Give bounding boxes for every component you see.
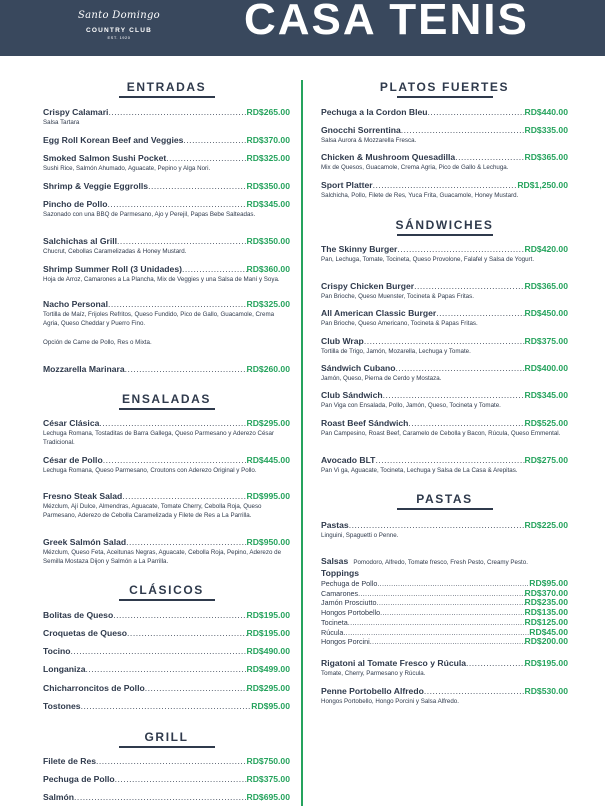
leader-dots <box>348 619 525 628</box>
leader-dots <box>103 455 247 466</box>
item-price: RD$400.00 <box>524 363 568 373</box>
item-price: RD$225.00 <box>524 520 568 530</box>
item-description: Tortilla de Maíz, Frijoles Refritos, Queso Fundido, Pico de Gallo, Guacamole, Crema Agria, Queso Cheddar y Puerro Fino. <box>43 311 275 327</box>
item-description: Pan Viga con Ensalada, Pollo, Jamón, Queso, Tocineta y Tomate. <box>321 402 501 409</box>
menu-item <box>43 491 290 520</box>
column-divider <box>301 80 303 806</box>
item-description: Jamón, Queso, Pierna de Cerdo y Mostaza. <box>321 375 442 382</box>
item-name: Chicken & Mushroom Quesadilla <box>321 152 456 162</box>
section-title-grill <box>43 730 290 748</box>
item-description: Lechuga Romana, Queso Parmesano, Croutons con Aderezo Original y Pollo. <box>43 467 257 474</box>
menu-item <box>321 520 568 541</box>
leader-dots <box>455 152 524 163</box>
item-name: Roast Beef Sándwich <box>321 418 409 428</box>
menu-item <box>43 664 290 675</box>
leader-dots <box>71 646 247 657</box>
menu-item <box>43 683 290 694</box>
club-logo <box>64 10 174 52</box>
logo-script: Santo Domingo <box>78 10 160 21</box>
leader-dots <box>115 774 247 785</box>
leader-dots <box>148 181 246 192</box>
item-description: Mix de Quesos, Guacamole, Crema Agria, Pico de Gallo & Lechuga. <box>321 164 509 171</box>
menu-note <box>43 338 290 348</box>
menu-item <box>43 264 290 285</box>
item-price: RD$350.00 <box>246 236 290 246</box>
item-description: Sazonado con una BBQ de Parmesano, Ajo y Perejil, Papas Bebe Salteadas. <box>43 211 256 218</box>
leader-dots <box>108 107 246 118</box>
menu-item <box>321 125 568 146</box>
leader-dots <box>96 756 247 767</box>
item-name: Pechuga a la Cordon Bleu <box>321 107 428 117</box>
item-price: RD$499.00 <box>246 664 290 674</box>
item-name: Shrimp & Veggie Eggrolls <box>43 181 149 191</box>
topping-price: RD$370.00 <box>524 587 568 598</box>
leader-dots <box>125 364 247 375</box>
leader-dots <box>166 153 246 164</box>
item-price: RD$350.00 <box>246 181 290 191</box>
section-underline <box>119 96 215 98</box>
menu-item <box>321 180 568 201</box>
leader-dots <box>414 281 524 292</box>
topping-price: RD$135.00 <box>524 607 568 618</box>
item-price: RD$445.00 <box>246 455 290 465</box>
item-description: Salsa Aurora & Mozzarella Fresca. <box>321 137 417 144</box>
leader-dots <box>364 336 525 347</box>
leader-dots <box>343 629 529 638</box>
item-description: Salchicha, Pollo, Filete de Res, Yuca Frita, Guacamole, Honey Mustard. <box>321 192 519 199</box>
leader-dots <box>395 363 524 374</box>
item-price: RD$440.00 <box>524 107 568 117</box>
item-price: RD$360.00 <box>246 264 290 274</box>
item-name: Chicharroncitos de Pollo <box>43 683 145 693</box>
leader-dots <box>122 491 246 502</box>
item-description: Lechuga Romana, Tostaditas de Barra Gallega, Queso Parmesano y Aderezo César Tradicional. <box>43 430 275 446</box>
item-price: RD$375.00 <box>246 774 290 784</box>
topping-name: Hongos Porcini <box>321 637 370 647</box>
item-price: RD$265.00 <box>246 107 290 117</box>
item-price: RD$345.00 <box>246 199 290 209</box>
item-name: Mozzarella Marinara <box>43 364 125 374</box>
item-name: Crispy Chicken Burger <box>321 281 415 291</box>
item-price: RD$195.00 <box>246 610 290 620</box>
section-title-text: ENSALADAS <box>121 392 212 406</box>
item-description: Pan Brioche, Queso Americano, Tocineta & Papas Fritas. <box>321 320 478 327</box>
leader-dots <box>145 683 247 694</box>
leader-dots <box>182 264 247 275</box>
item-name: Salmón <box>43 792 75 802</box>
page-title: CASA TENIS <box>244 0 529 44</box>
item-price: RD$260.00 <box>246 364 290 374</box>
topping-name: Pechuga de Pollo <box>321 579 378 588</box>
section-title-pastas <box>321 492 568 510</box>
item-name: Filete de Res <box>43 756 97 766</box>
item-description: Tomate, Cherry, Parmesano y Rúcula. <box>321 670 426 677</box>
item-price: RD$450.00 <box>524 308 568 318</box>
menu-item <box>43 610 290 621</box>
menu-item <box>43 153 290 174</box>
item-name: Sport Platter <box>321 180 373 190</box>
item-name: Tocino <box>43 646 71 656</box>
topping-name: Rúcula <box>321 627 344 637</box>
menu-item <box>43 628 290 639</box>
section-title-entradas <box>43 80 290 98</box>
item-name: Smoked Salmon Sushi Pocket <box>43 153 167 163</box>
item-name: Bolitas de Queso <box>43 610 114 620</box>
item-name: Shrimp Summer Roll (3 Unidades) <box>43 264 182 274</box>
item-price: RD$325.00 <box>246 153 290 163</box>
item-price: RD$950.00 <box>246 537 290 547</box>
topping-name: Camarones <box>321 588 359 598</box>
menu-item <box>43 537 290 566</box>
leader-dots <box>370 638 525 647</box>
leader-dots <box>127 628 246 639</box>
item-description: Pan Vi ga, Aguacate, Tocineta, Lechuga y Salsa de La Casa & Arepitas. <box>321 467 518 474</box>
header-bar <box>0 0 605 56</box>
topping-name: Jamón Prosciutto <box>321 598 377 608</box>
leader-dots <box>377 599 525 608</box>
leader-dots <box>126 537 246 548</box>
leader-dots <box>408 418 524 429</box>
menu-item <box>321 308 568 329</box>
leader-dots <box>74 792 246 803</box>
leader-dots <box>375 455 524 466</box>
menu-item <box>321 658 568 679</box>
menu-item <box>43 236 290 257</box>
item-price: RD$750.00 <box>246 756 290 766</box>
section-title-platos-fuertes <box>321 80 568 98</box>
section-title-clasicos <box>43 583 290 601</box>
menu-item <box>321 281 568 302</box>
leader-dots <box>383 390 525 401</box>
section-underline <box>397 96 493 98</box>
menu-item <box>321 455 568 476</box>
leader-dots <box>397 244 524 255</box>
item-description: Chucrut, Cebollas Caramelizadas & Honey Mustard. <box>43 248 187 255</box>
topping-row <box>321 637 568 647</box>
topping-name: Tocineta <box>321 617 348 627</box>
item-price: RD$375.00 <box>524 336 568 346</box>
item-name: Croquetas de Queso <box>43 628 128 638</box>
item-description: Pan Brioche, Queso Muenster, Tocineta & Papas Fritas. <box>321 293 474 300</box>
section-underline <box>397 234 493 236</box>
item-name: Gnocchi Sorrentina <box>321 125 401 135</box>
item-name: Club Sándwich <box>321 390 383 400</box>
item-name: Longaniza <box>43 664 86 674</box>
menu-item <box>43 107 290 128</box>
leader-dots <box>117 236 246 247</box>
item-price: RD$365.00 <box>524 281 568 291</box>
leader-dots <box>466 658 525 669</box>
toppings-group <box>321 568 568 647</box>
menu-item <box>43 299 290 328</box>
menu-item <box>43 646 290 657</box>
item-name: The Skinny Burger <box>321 244 398 254</box>
menu-item <box>43 199 290 220</box>
item-description: Mézclum, Ají Dulce, Almendras, Aguacate, Tomate Cherry, Cebolla Roja, Queso Parmesano, Aderezo de Cebolla Caramelizada y Filete de Res a La Parrilla. <box>43 503 262 519</box>
item-name: All American Classic Burger <box>321 308 437 318</box>
menu-item <box>321 390 568 411</box>
item-description: Hoja de Arroz, Camarones a La Plancha, Mix de Veggies y una Salsa de Maní y Soya. <box>43 276 280 283</box>
item-name: Salsas <box>321 556 349 566</box>
item-note: Opción de Carne de Pollo, Res o Mixta. <box>43 339 152 346</box>
item-description: Sushi Rice, Salmón Ahumado, Aguacate, Pepino y Alga Nori. <box>43 165 211 172</box>
section-underline <box>397 508 493 510</box>
leader-dots <box>107 199 246 210</box>
item-price: RD$275.00 <box>524 455 568 465</box>
menu-item <box>43 756 290 767</box>
item-price: RD$365.00 <box>524 152 568 162</box>
item-price: RD$295.00 <box>246 683 290 693</box>
item-name: Nacho Personal <box>43 299 108 309</box>
menu-item <box>43 455 290 476</box>
item-price: RD$420.00 <box>524 244 568 254</box>
item-name: César Clásica <box>43 418 100 428</box>
item-name: Penne Portobello Alfredo <box>321 686 424 696</box>
section-underline <box>119 599 215 601</box>
leader-dots <box>428 107 525 118</box>
item-price: RD$370.00 <box>246 135 290 145</box>
item-name: Pastas <box>321 520 349 530</box>
leader-dots <box>113 610 246 621</box>
leader-dots <box>99 418 246 429</box>
section-title-text: ENTRADAS <box>126 80 207 94</box>
item-price: RD$195.00 <box>524 658 568 668</box>
menu-item <box>43 792 290 803</box>
leader-dots <box>373 180 518 191</box>
item-name: Pechuga de Pollo <box>43 774 115 784</box>
leader-dots <box>424 686 525 697</box>
item-price: RD$335.00 <box>524 125 568 135</box>
menu-item <box>321 686 568 707</box>
logo-est-text: EST. 1920 <box>107 35 131 40</box>
item-price: RD$1,250.00 <box>517 180 568 190</box>
item-name: Egg Roll Korean Beef and Veggies <box>43 135 184 145</box>
topping-price: RD$235.00 <box>524 597 568 608</box>
item-name: Club Wrap <box>321 336 364 346</box>
menu-item <box>43 418 290 447</box>
item-description: Hongos Portobello, Hongo Porcini y Salsa Alfredo. <box>321 698 459 705</box>
item-price: RD$995.00 <box>246 491 290 501</box>
item-name: Tostones <box>43 701 81 711</box>
item-description: Pomodoro, Alfredo, Tomate fresco, Fresh Pesto, Creamy Pesto. <box>353 559 528 566</box>
item-price: RD$695.00 <box>246 792 290 802</box>
section-underline <box>119 746 215 748</box>
item-price: RD$490.00 <box>246 646 290 656</box>
item-description: Pan Campesino, Roast Beef, Caramelo de Cebolla y Bacon, Rúcula, Queso Emmental. <box>321 430 561 437</box>
leader-dots <box>108 299 247 310</box>
leader-dots <box>380 609 524 618</box>
section-title-text: GRILL <box>144 730 189 744</box>
item-name: César de Pollo <box>43 455 103 465</box>
item-name: Avocado BLT <box>321 455 376 465</box>
toppings-label: Toppings <box>321 568 360 578</box>
item-price: RD$295.00 <box>246 418 290 428</box>
item-name: Crispy Calamari <box>43 107 109 117</box>
section-title-text: PASTAS <box>416 492 473 506</box>
menu-item <box>43 701 290 712</box>
leader-dots <box>183 135 246 146</box>
section-title-text: PLATOS FUERTES <box>379 80 510 94</box>
item-description: Mézclum, Queso Feta, Aceitunas Negras, Aguacate, Cebolla Roja, Pepino, Aderezo de Semilla Mostaza Dijon y Salmón a La Parrilla. <box>43 549 282 565</box>
menu-item <box>43 181 290 192</box>
item-price: RD$345.00 <box>524 390 568 400</box>
section-title-ensaladas <box>43 392 290 410</box>
menu-item <box>43 364 290 375</box>
menu-item <box>321 336 568 357</box>
topping-price: RD$45.00 <box>529 626 568 637</box>
item-price: RD$195.00 <box>246 628 290 638</box>
leader-dots <box>377 580 529 589</box>
item-price: RD$525.00 <box>524 418 568 428</box>
leader-dots <box>349 520 525 531</box>
leader-dots <box>81 701 252 712</box>
section-underline <box>119 408 215 410</box>
topping-price: RD$125.00 <box>524 616 568 627</box>
item-name: Sándwich Cubano <box>321 363 396 373</box>
leader-dots <box>401 125 525 136</box>
menu-item <box>321 244 568 265</box>
item-name: Rigatoni al Tomate Fresco y Rúcula <box>321 658 467 668</box>
item-description: Linguini, Spaguetti o Penne. <box>321 532 399 539</box>
topping-price: RD$95.00 <box>529 578 568 588</box>
item-price: RD$325.00 <box>246 299 290 309</box>
menu-item <box>43 774 290 785</box>
item-name: Salchichas al Grill <box>43 236 118 246</box>
section-title-text: CLÁSICOS <box>129 583 204 597</box>
section-title-sandwiches <box>321 218 568 236</box>
menu-item <box>321 418 568 439</box>
leader-dots <box>86 664 247 675</box>
leader-dots <box>436 308 524 319</box>
item-price: RD$95.00 <box>251 701 290 711</box>
item-name: Pincho de Pollo <box>43 199 108 209</box>
menu-item <box>321 107 568 118</box>
item-description: Pan, Lechuga, Tomate, Tocineta, Queso Provolone, Falafel y Salsa de Yogurt. <box>321 256 535 263</box>
menu-item <box>321 363 568 384</box>
item-name: Greek Salmón Salad <box>43 537 127 547</box>
logo-club-text: COUNTRY CLUB <box>85 27 153 34</box>
section-title-text: SÁNDWICHES <box>395 218 494 232</box>
menu-item <box>321 152 568 173</box>
topping-name: Hongos Portobello <box>321 608 381 618</box>
menu-item <box>43 135 290 146</box>
item-description: Tortilla de Trigo, Jamón, Mozarella, Lechuga y Tomate. <box>321 348 471 355</box>
item-name: Fresno Steak Salad <box>43 491 123 501</box>
leader-dots <box>358 590 524 599</box>
menu-item-salsas <box>321 549 568 568</box>
item-description: Salsa Tartara <box>43 119 80 126</box>
topping-price: RD$200.00 <box>524 636 568 647</box>
item-price: RD$530.00 <box>524 686 568 696</box>
